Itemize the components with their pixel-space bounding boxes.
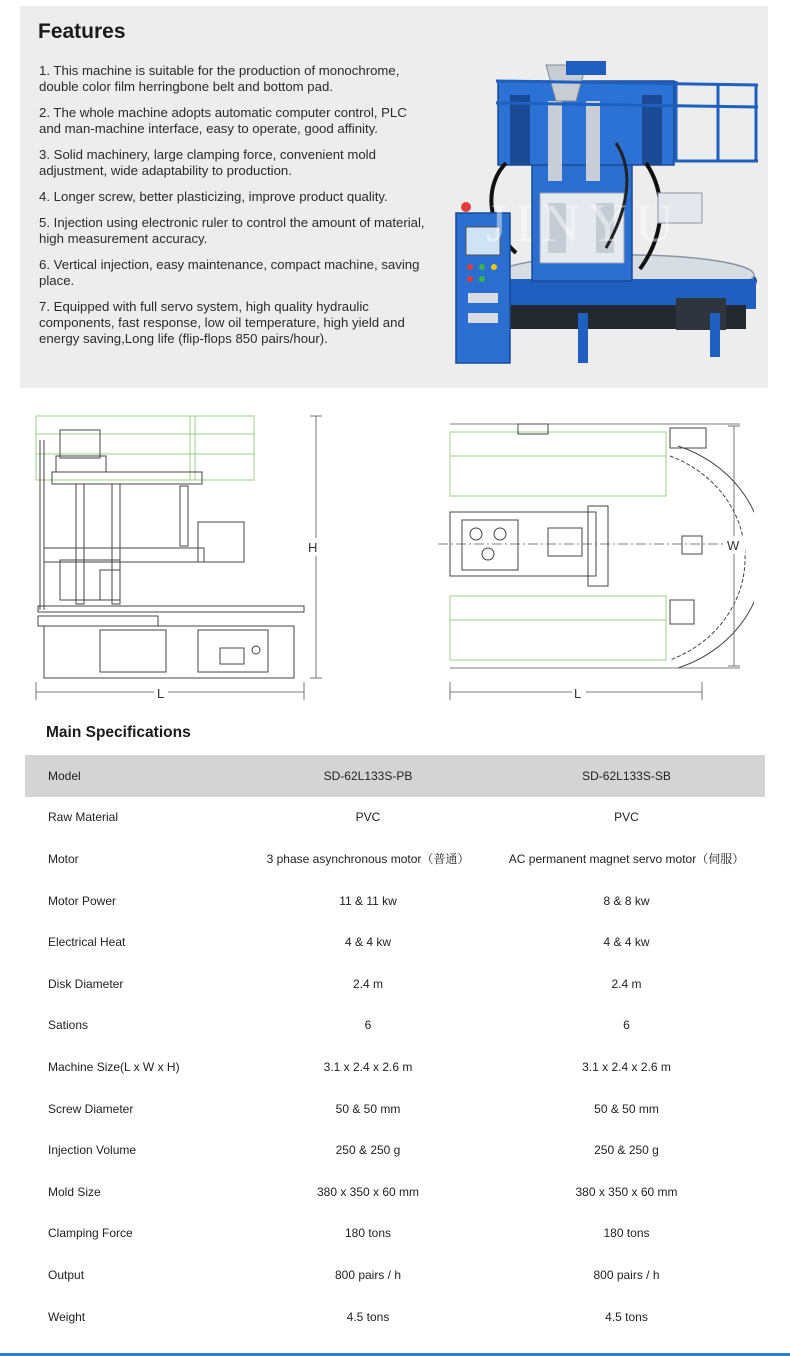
watermark-text: JINYU xyxy=(486,193,682,253)
spec-value-sb: PVC xyxy=(614,810,639,825)
spec-value-pb: PVC xyxy=(355,810,381,825)
spec-name: Weight xyxy=(48,1309,86,1324)
spec-name: Motor Power xyxy=(48,893,117,908)
spec-value-pb: 4 & 4 kw xyxy=(344,935,392,950)
spec-name: Output xyxy=(48,1267,85,1282)
spec-value-sb: 180 tons xyxy=(603,1226,650,1241)
table-row xyxy=(25,797,765,839)
top-length-label: L xyxy=(574,686,582,701)
spec-value-pb: 250 & 250 g xyxy=(335,1143,401,1158)
table-row xyxy=(25,1296,765,1338)
header-model-sb: SD-62L133S-SB xyxy=(582,768,671,783)
side-view-drawing xyxy=(30,410,350,706)
spec-value-pb: 4.5 tons xyxy=(346,1309,390,1324)
features-title: Features xyxy=(38,20,126,43)
spec-value-sb: 50 & 50 mm xyxy=(594,1101,659,1116)
spec-value-pb: 380 x 350 x 60 mm xyxy=(316,1184,420,1199)
table-row xyxy=(25,1005,765,1047)
spec-value-sb: 4.5 tons xyxy=(605,1309,648,1324)
top-view-drawing xyxy=(438,416,754,706)
spec-value-sb: 250 & 250 g xyxy=(594,1143,659,1158)
spec-value-sb: 6 xyxy=(623,1018,630,1033)
spec-value-sb: AC permanent magnet servo motor（伺服） xyxy=(508,852,745,867)
spec-value-sb: 3.1 x 2.4 x 2.6 m xyxy=(582,1059,671,1074)
table-row xyxy=(25,1088,765,1130)
header-model-pb: SD-62L133S-PB xyxy=(323,768,413,783)
specs-header-row xyxy=(25,755,765,797)
spec-value-pb: 3.1 x 2.4 x 2.6 m xyxy=(323,1059,413,1074)
specs-title: Main Specifications xyxy=(46,724,191,741)
table-row xyxy=(25,1213,765,1255)
machine-photo xyxy=(436,43,758,373)
table-row xyxy=(25,963,765,1005)
spec-value-sb: 800 pairs / h xyxy=(593,1267,660,1282)
feature-item-6: 6. Vertical injection, easy maintenance, compact machine, saving place. xyxy=(39,257,420,288)
table-row xyxy=(25,1046,765,1088)
spec-name: Screw Diameter xyxy=(48,1101,134,1116)
spec-name: Raw Material xyxy=(48,810,119,825)
table-row xyxy=(25,838,765,880)
feature-item-1: 1. This machine is suitable for the production of monochrome, double color film herringbone belt and bottom pad. xyxy=(39,63,400,94)
spec-value-sb: 4 & 4 kw xyxy=(603,935,650,950)
spec-name: Mold Size xyxy=(48,1184,101,1199)
feature-item-4: 4. Longer screw, better plasticizing, improve product quality. xyxy=(39,189,388,204)
table-row xyxy=(25,880,765,922)
spec-value-sb: 8 & 8 kw xyxy=(603,893,650,908)
header-label: Model xyxy=(48,768,81,783)
spec-name: Sations xyxy=(48,1018,89,1033)
table-row xyxy=(25,1129,765,1171)
table-row xyxy=(25,921,765,963)
spec-value-pb: 180 tons xyxy=(344,1226,392,1241)
specs-table xyxy=(25,755,765,1337)
spec-name: Injection Volume xyxy=(48,1143,137,1158)
feature-item-2: 2. The whole machine adopts automatic computer control, PLC and man-machine interface, easy to operate, good affinity. xyxy=(39,105,407,136)
spec-value-pb: 2.4 m xyxy=(352,976,383,991)
spec-value-pb: 6 xyxy=(364,1018,372,1033)
spec-value-pb: 800 pairs / h xyxy=(334,1267,402,1282)
spec-name: Motor xyxy=(48,851,79,866)
spec-value-pb: 11 & 11 kw xyxy=(339,893,397,908)
side-height-label: H xyxy=(308,540,318,555)
spec-name: Clamping Force xyxy=(48,1226,133,1241)
spec-name: Electrical Heat xyxy=(48,935,126,950)
spec-name: Machine Size(L x W x H) xyxy=(48,1059,180,1074)
spec-value-pb: 50 & 50 mm xyxy=(335,1101,401,1116)
features-panel xyxy=(20,6,768,388)
side-length-label: L xyxy=(157,686,165,701)
spec-value-sb: 2.4 m xyxy=(611,976,642,991)
top-width-label: W xyxy=(727,538,740,553)
table-row xyxy=(25,1254,765,1296)
spec-value-pb: 3 phase asynchronous motor（普通） xyxy=(266,852,470,867)
table-row xyxy=(25,1171,765,1213)
feature-item-7: 7. Equipped with full servo system, high quality hydraulic components, fast response, low oil temperature, high yield and energy saving,Long life (flip-flops 850 pairs/hour). xyxy=(39,299,405,346)
feature-item-5: 5. Injection using electronic ruler to control the amount of material, high measurement accuracy. xyxy=(39,215,425,246)
spec-name: Disk Diameter xyxy=(48,976,124,991)
spec-value-sb: 380 x 350 x 60 mm xyxy=(575,1184,678,1199)
features-list xyxy=(39,63,431,357)
feature-item-3: 3. Solid machinery, large clamping force, convenient mold adjustment, wide adaptability to production. xyxy=(39,147,376,178)
